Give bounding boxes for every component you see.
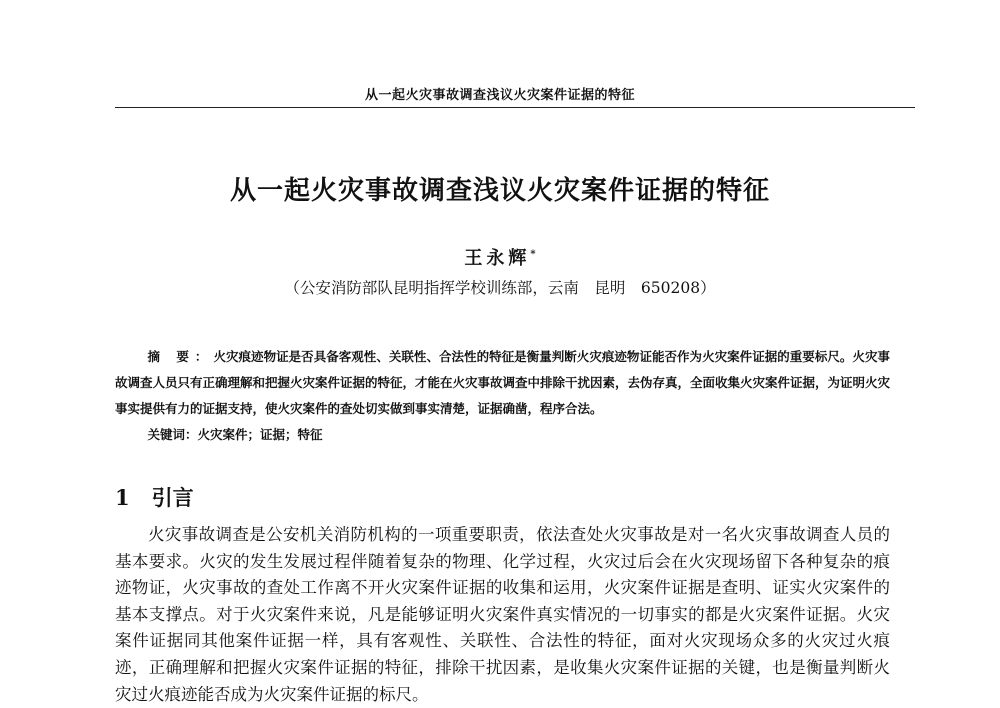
keywords-label: 关键词：	[147, 427, 198, 442]
abstract	[115, 344, 890, 422]
abstract-text: 火灾痕迹物证是否具备客观性、关联性、合法性的特征是衡量判断火灾痕迹物证能否作为火灾案件证据的重要标尺。火灾事故调查人员只有正确理解和把握火灾案件证据的特征，才能在火灾事故调查中排除干扰因素，去伪存真，全面收集火灾案件证据，为证明火灾事实提供有力的证据支持，使火灾案件的查处切实做到事实清楚，证据确凿，程序合法。	[115, 349, 891, 416]
section-title: 引言	[151, 486, 194, 510]
running-head: 从一起火灾事故调查浅议火灾案件证据的特征	[364, 88, 635, 103]
section-heading	[115, 482, 194, 512]
header-rule	[115, 107, 915, 108]
abstract-block	[115, 344, 890, 448]
keywords-text: 火灾案件；证据；特征	[197, 427, 323, 442]
abstract-label: 摘 要：	[147, 349, 214, 364]
keywords	[115, 422, 890, 448]
author-name: 王永辉	[464, 248, 531, 269]
body-paragraph: 火灾事故调查是公安机关消防机构的一项重要职责，依法查处火灾事故是对一名火灾事故调查人员的基本要求。火灾的发生发展过程伴随着复杂的物理、化学过程，火灾过后会在火灾现场留下各种复杂的痕迹物证，火灾事故的查处工作离不开火灾案件证据的收集和运用，火灾案件证据是查明、证实火灾案件的基本支撑点。对于火灾案件来说，凡是能够证明火灾案件真实情况的一切事实的都是火灾案件证据。火灾案件证据同其他案件证据一样，具有客观性、关联性、合法性的特征，面对火灾现场众多的火灾过火痕迹，正确理解和把握火灾案件证据的特征，排除干扰因素，是收集火灾案件证据的关键，也是衡量判断火灾过火痕迹能否成为火灾案件证据的标尺。	[115, 525, 890, 704]
author	[0, 244, 1000, 270]
author-footnote-mark: *	[530, 249, 536, 260]
affiliation: （公安消防部队昆明指挥学校训练部，云南 昆明 650208）	[284, 279, 716, 297]
section-number: 1	[115, 485, 130, 510]
paper-title: 从一起火灾事故调查浅议火灾案件证据的特征	[229, 176, 770, 206]
